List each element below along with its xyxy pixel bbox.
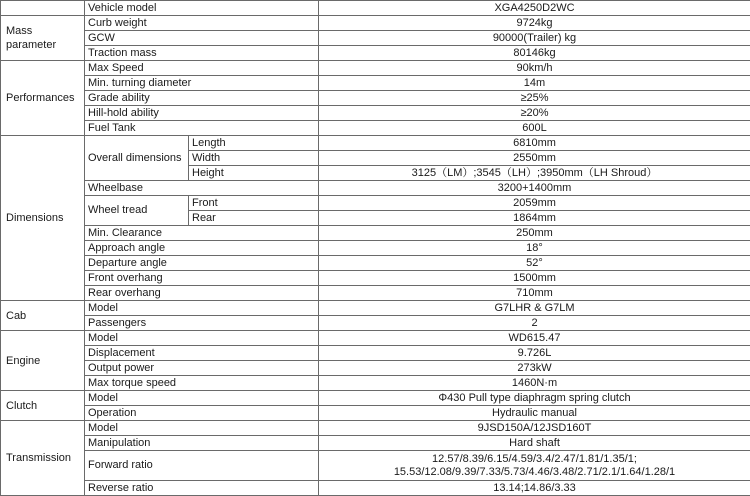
row-label: Overall dimensions — [85, 136, 189, 181]
table-row — [1, 76, 750, 91]
group-label-dimensions: Dimensions — [1, 136, 85, 301]
row-value: Φ430 Pull type diaphragm spring clutch — [319, 391, 750, 406]
table-row — [1, 121, 750, 136]
row-value: XGA4250D2WC — [319, 1, 750, 16]
row-value: 9.726L — [319, 346, 750, 361]
table-row — [1, 406, 750, 421]
table-row — [1, 241, 750, 256]
row-label: Forward ratio — [85, 451, 319, 481]
table-row — [1, 91, 750, 106]
table-row — [1, 226, 750, 241]
row-value: 2059mm — [319, 196, 750, 211]
group-label-transmission: Transmission — [1, 421, 85, 496]
table-row — [1, 1, 750, 16]
row-value: 90000(Trailer) kg — [319, 31, 750, 46]
row-label: Wheelbase — [85, 181, 319, 196]
table-row — [1, 346, 750, 361]
row-label: Reverse ratio — [85, 481, 319, 496]
sub-label: Height — [189, 166, 319, 181]
table-row — [1, 436, 750, 451]
table-row — [1, 181, 750, 196]
row-label: Traction mass — [85, 46, 319, 61]
row-value: 14m — [319, 76, 750, 91]
sub-label: Front — [189, 196, 319, 211]
row-value: 1500mm — [319, 271, 750, 286]
row-value: 9724kg — [319, 16, 750, 31]
table-row — [1, 136, 750, 151]
table-row — [1, 196, 750, 211]
table-row — [1, 106, 750, 121]
sub-label: Length — [189, 136, 319, 151]
group-cell — [1, 1, 85, 16]
row-value: 13.14;14.86/3.33 — [319, 481, 750, 496]
row-label: Approach angle — [85, 241, 319, 256]
sub-label: Width — [189, 151, 319, 166]
row-label: Passengers — [85, 316, 319, 331]
row-value: 18° — [319, 241, 750, 256]
table-row — [1, 271, 750, 286]
table-row — [1, 481, 750, 496]
row-value: 1460N·m — [319, 376, 750, 391]
row-label: Model — [85, 331, 319, 346]
row-value: 600L — [319, 121, 750, 136]
row-value: WD615.47 — [319, 331, 750, 346]
group-label-performances: Performances — [1, 61, 85, 136]
group-label-clutch: Clutch — [1, 391, 85, 421]
table-row — [1, 376, 750, 391]
table-row — [1, 286, 750, 301]
table-row — [1, 16, 750, 31]
row-label: Vehicle model — [85, 1, 319, 16]
sub-label: Rear — [189, 211, 319, 226]
row-value: 52° — [319, 256, 750, 271]
row-label: Output power — [85, 361, 319, 376]
row-value: 9JSD150A/12JSD160T — [319, 421, 750, 436]
row-label: Max torque speed — [85, 376, 319, 391]
row-label: Min. Clearance — [85, 226, 319, 241]
row-label: Min. turning diameter — [85, 76, 319, 91]
table-row — [1, 31, 750, 46]
row-value: 1864mm — [319, 211, 750, 226]
row-value: 2550mm — [319, 151, 750, 166]
row-label: Operation — [85, 406, 319, 421]
row-label: Max Speed — [85, 61, 319, 76]
row-label: Grade ability — [85, 91, 319, 106]
row-value: 273kW — [319, 361, 750, 376]
row-value: G7LHR & G7LM — [319, 301, 750, 316]
row-value: 6810mm — [319, 136, 750, 151]
forward-ratio-line-1: 12.57/8.39/6.15/4.59/3.4/2.47/1.81/1.35/1; — [322, 453, 747, 466]
table-row — [1, 451, 750, 481]
row-label: Wheel tread — [85, 196, 189, 226]
row-label: Front overhang — [85, 271, 319, 286]
row-label: Model — [85, 391, 319, 406]
row-label: Model — [85, 421, 319, 436]
row-value: 3125（LM）;3545（LH）;3950mm（LH Shroud） — [319, 166, 750, 181]
row-label: Model — [85, 301, 319, 316]
row-value — [319, 451, 750, 481]
forward-ratio-line-2: 15.53/12.08/9.39/7.33/5.73/4.46/3.48/2.71/2.1/1.64/1.28/1 — [322, 466, 747, 479]
row-label: Manipulation — [85, 436, 319, 451]
row-label: Fuel Tank — [85, 121, 319, 136]
row-value: 3200+1400mm — [319, 181, 750, 196]
table-row — [1, 391, 750, 406]
row-label: GCW — [85, 31, 319, 46]
group-label-cab: Cab — [1, 301, 85, 331]
row-value: ≥20% — [319, 106, 750, 121]
table-row — [1, 331, 750, 346]
table-row — [1, 46, 750, 61]
row-value: 90km/h — [319, 61, 750, 76]
group-label-engine: Engine — [1, 331, 85, 391]
row-label: Curb weight — [85, 16, 319, 31]
table-row — [1, 61, 750, 76]
table-row — [1, 421, 750, 436]
row-value: 2 — [319, 316, 750, 331]
row-label: Rear overhang — [85, 286, 319, 301]
table-row — [1, 256, 750, 271]
row-label: Hill-hold ability — [85, 106, 319, 121]
row-label: Departure angle — [85, 256, 319, 271]
row-value: Hydraulic manual — [319, 406, 750, 421]
row-value: Hard shaft — [319, 436, 750, 451]
table-row — [1, 361, 750, 376]
row-value: 250mm — [319, 226, 750, 241]
group-label-mass: Mass parameter — [1, 16, 85, 61]
row-value: 80146kg — [319, 46, 750, 61]
row-label: Displacement — [85, 346, 319, 361]
table-row — [1, 316, 750, 331]
table-row — [1, 301, 750, 316]
row-value: 710mm — [319, 286, 750, 301]
row-value: ≥25% — [319, 91, 750, 106]
